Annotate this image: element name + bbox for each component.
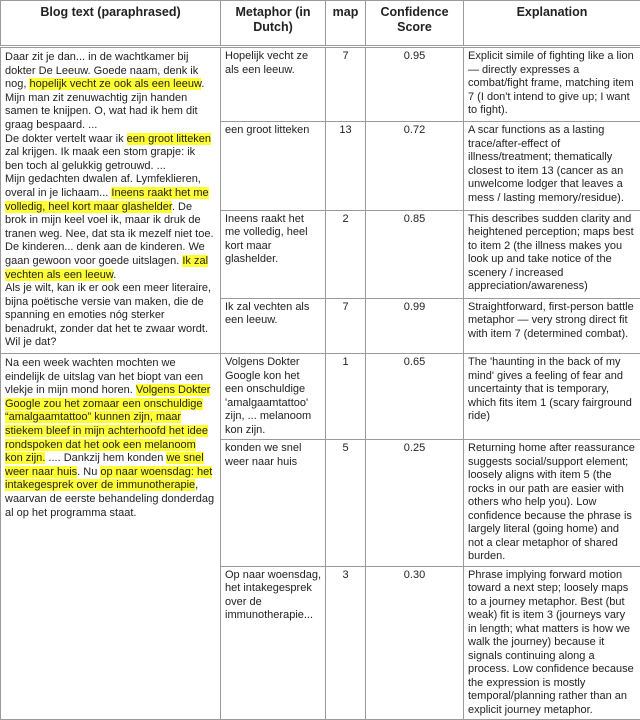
explanation-cell: Phrase implying forward motion toward a next step; loosely maps to a journey metaphor. Best (but weak) fit is item 3 (journeys vary in length; what matters is how we walk the journey) because it signals continuing along a process. Low confidence because the expression is mostly temporal/planning rather than an explicit journey metaphor. xyxy=(464,566,640,720)
confidence-cell: 0.95 xyxy=(366,47,464,122)
highlighted-metaphor: we snel weer naar huis xyxy=(5,452,204,478)
explanation-cell: The 'haunting in the back of my mind' gives a feeling of fear and uncertainty that is temporary, which fits item 1 (scary fairground ride) xyxy=(464,354,640,440)
explanation-cell: A scar functions as a lasting trace/after-effect of illness/treatment; thematically closest to item 13 (cancer as an unwelcome lodger that leaves a mess / lasting memory/residue). xyxy=(464,122,640,210)
blog-text: zal krijgen. Ik maak een stom grapje: ik ben toch al gelukkig getrouwd. ... Mijn gedachten dwalen af. Lymfeklieren, overal in je lichaam... xyxy=(5,146,201,199)
table-row xyxy=(1,354,640,440)
header-explanation: Explanation xyxy=(464,1,640,47)
highlighted-metaphor: een groot litteken xyxy=(127,133,211,145)
confidence-cell: 0.65 xyxy=(366,354,464,440)
blog-text: .... Dankzij hem konden xyxy=(45,452,166,464)
metaphor-cell: een groot litteken xyxy=(221,122,326,210)
explanation-cell: Returning home after reassurance suggests social/support element; loosely aligns with item 5 (the rocks in our path are easier with others who help you). Low confidence because the phrase is largely literal (going home) and not a clear metaphor of shared burden. xyxy=(464,440,640,567)
blog-text: . Als je wilt, kan ik er ook een meer literaire, bijna poëtische versie van maken, die de spanning en emoties nóg sterker benadrukt, zonder dat het te zwaar wordt. Wil je dat? xyxy=(5,269,211,349)
blog-text-cell xyxy=(1,354,221,720)
metaphor-cell: konden we snel weer naar huis xyxy=(221,440,326,567)
table-row xyxy=(1,47,640,122)
metaphor-cell: Ineens raakt het me volledig, heel kort maar glashelder. xyxy=(221,210,326,298)
header-blog: Blog text (paraphrased) xyxy=(1,1,221,47)
blog-text: . Mijn man zit zenuwachtig zijn handen samen te knijpen. O, wat had ik hem dit graag bespaard. ... De dokter vertelt waar ik xyxy=(5,78,204,144)
highlighted-metaphor: hopelijk vecht ze ook als een leeuw xyxy=(29,78,201,90)
metaphor-cell: Op naar woensdag, het intakegesprek over de immunotherapie... xyxy=(221,566,326,720)
explanation-cell: Explicit simile of fighting like a lion — directly expresses a combat/fight frame, matching item 7 (I don't intend to give up; I want to fight). xyxy=(464,47,640,122)
highlighted-metaphor: op naar woensdag: het intakegesprek over de immunotherapie xyxy=(5,466,212,492)
blog-text: Daar zit je dan... in de wachtkamer bij dokter De Leeuw. Goede naam, denk ik nog, xyxy=(5,51,198,90)
confidence-cell: 0.72 xyxy=(366,122,464,210)
confidence-cell: 0.25 xyxy=(366,440,464,567)
confidence-cell: 0.85 xyxy=(366,210,464,298)
metaphor-cell: Ik zal vechten als een leeuw. xyxy=(221,298,326,353)
metaphor-cell: Hopelijk vecht ze als een leeuw. xyxy=(221,47,326,122)
blog-text: Na een week wachten mochten we eindelijk de uitslag van het biopt van een vlekje in mijn mond horen. xyxy=(5,357,203,396)
map-cell: 7 xyxy=(326,47,366,122)
map-cell: 1 xyxy=(326,354,366,440)
map-cell: 13 xyxy=(326,122,366,210)
blog-text: . De brok in mijn keel voel ik, maar ik druk de tranen weg. Nee, dat sta ik mezelf niet toe. De kinderen... denk aan de kinderen. We gaan gewoon voor goede uitslagen. xyxy=(5,201,214,267)
blog-text-cell xyxy=(1,47,221,354)
header-map: map xyxy=(326,1,366,47)
header-confidence: Confidence Score xyxy=(366,1,464,47)
highlighted-metaphor: Volgens Dokter Google zou het zomaar een onschuldige “amalgaamtattoo” kunnen zijn, maar stiekem bleef in mijn achterhoofd het idee rondspoken dat het ook een melanoom kon zijn. xyxy=(5,384,210,464)
header-metaphor: Metaphor (in Dutch) xyxy=(221,1,326,47)
confidence-cell: 0.99 xyxy=(366,298,464,353)
blog-text: , waarvan de eerste behandeling donderdag al op het programma staat. xyxy=(5,479,214,518)
confidence-cell: 0.30 xyxy=(366,566,464,720)
highlighted-metaphor: Ineens raakt het me volledig, heel kort maar glashelder xyxy=(5,187,209,213)
metaphor-cell: Volgens Dokter Google kon het een onschuldige 'amalgaamtattoo' zijn, ... melanoom kon zijn. xyxy=(221,354,326,440)
blog-text: . Nu xyxy=(77,466,100,478)
map-cell: 7 xyxy=(326,298,366,353)
highlighted-metaphor: Ik zal vechten als een leeuw xyxy=(5,255,208,281)
map-cell: 5 xyxy=(326,440,366,567)
map-cell: 3 xyxy=(326,566,366,720)
header-row xyxy=(1,1,640,47)
map-cell: 2 xyxy=(326,210,366,298)
explanation-cell: This describes sudden clarity and heightened perception; maps best to item 2 (the illness makes you look up and take notice of the scenery / increased appreciation/awareness) xyxy=(464,210,640,298)
explanation-cell: Straightforward, first-person battle metaphor — very strong direct fit with item 7 (determined combat). xyxy=(464,298,640,353)
